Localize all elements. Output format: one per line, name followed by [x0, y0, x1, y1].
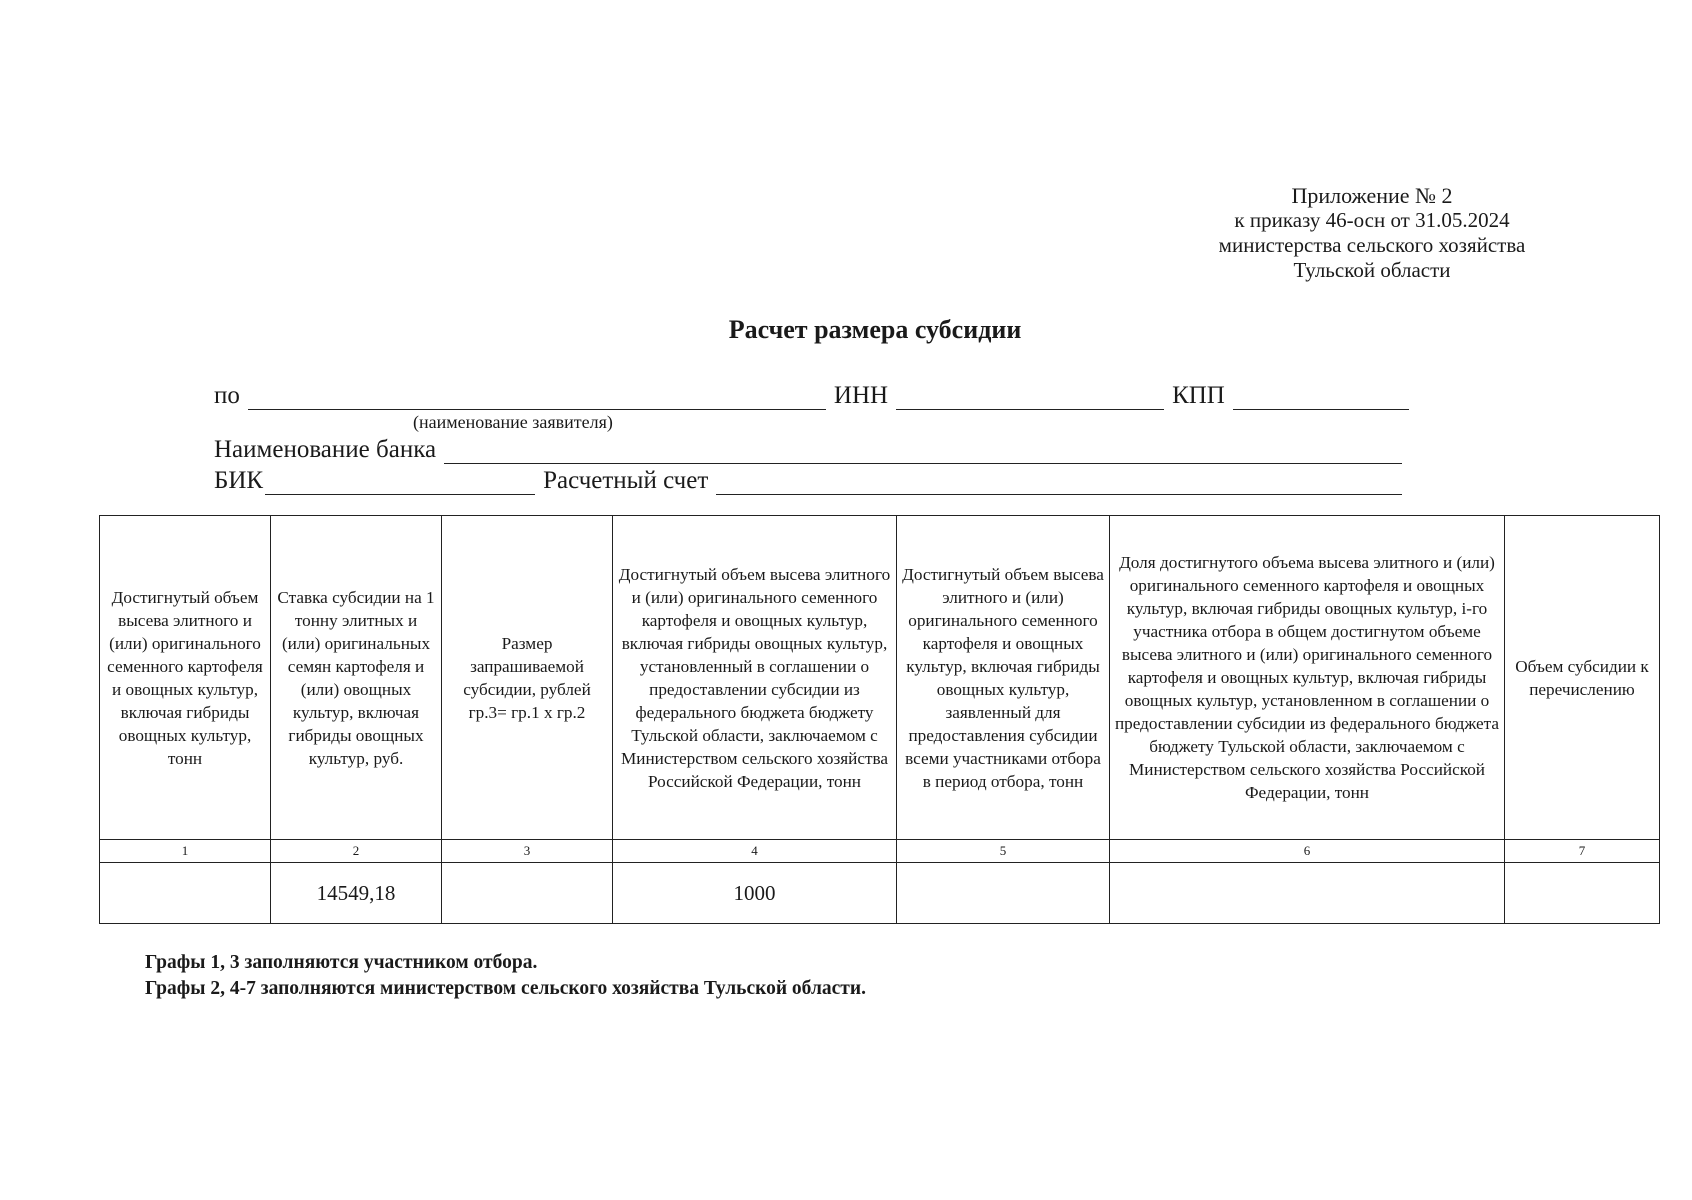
- notes-block: [145, 950, 866, 1002]
- po-label: по: [214, 382, 240, 409]
- inn-field[interactable]: [896, 387, 1164, 410]
- inn-label: ИНН: [833, 382, 889, 409]
- note-line-1: Графы 1, 3 заполняются участником отбора.: [145, 952, 538, 973]
- bik-field[interactable]: [265, 472, 535, 495]
- header-cell: Достигнутый объем высева элитного и (или) оригинального семенного картофеля и овощных культур, включая гибриды овощных культур, заявленный для предоставления субсидии всеми участниками отбора в период отбора, тонн: [897, 516, 1110, 840]
- appendix-line-4: Тульской области: [1293, 258, 1451, 282]
- column-number: 6: [1110, 840, 1505, 863]
- appendix-line-2: к приказу 46-осн от 31.05.2024: [1234, 208, 1510, 232]
- applicant-hint: (наименование заявителя): [413, 412, 613, 432]
- account-field[interactable]: [716, 472, 1402, 495]
- subsidy-table: [99, 515, 1660, 924]
- value-cell[interactable]: [897, 863, 1110, 924]
- value-cell[interactable]: [442, 863, 613, 924]
- header-cell: Достигнутый объем высева элитного и (или) оригинального семенного картофеля и овощных культур, включая гибриды овощных культур, установленный в соглашении о предоставлении субсидии из федерального бюджета бюджету Тульской области, заключаемом с Министерством сельского хозяйства Российской Федерации, тонн: [613, 516, 897, 840]
- table-header-row: [100, 516, 1660, 840]
- bank-name-field[interactable]: [444, 441, 1402, 464]
- bank-label: Наименование банка: [214, 436, 437, 463]
- value-cell[interactable]: [1110, 863, 1505, 924]
- kpp-field[interactable]: [1233, 387, 1409, 410]
- column-number: 5: [897, 840, 1110, 863]
- column-number: 2: [271, 840, 442, 863]
- value-cell[interactable]: [100, 863, 271, 924]
- bank-row: [214, 436, 1402, 464]
- note-line-2: Графы 2, 4-7 заполняются министерством сельского хозяйства Тульской области.: [145, 978, 866, 999]
- applicant-row: [214, 382, 1409, 410]
- account-label: Расчетный счет: [543, 467, 709, 494]
- column-number: 1: [100, 840, 271, 863]
- bik-label: БИК: [214, 467, 264, 494]
- applicant-name-field[interactable]: [248, 387, 826, 410]
- kpp-label: КПП: [1172, 382, 1225, 409]
- column-number: 7: [1505, 840, 1660, 863]
- column-number-row: [100, 840, 1660, 863]
- header-cell: Размер запрашиваемой субсидии, рублей гр.3= гр.1 х гр.2: [442, 516, 613, 840]
- header-cell: Достигнутый объем высева элитного и (или) оригинального семенного картофеля и овощных культур, включая гибриды овощных культур, тонн: [100, 516, 271, 840]
- appendix-line-1: Приложение № 2: [1291, 183, 1453, 208]
- header-cell: Доля достигнутого объема высева элитного и (или) оригинального семенного картофеля и овощных культур, включая гибриды овощных культур, i-го участника отбора в общем достигнутом объеме высева элитного и (или) оригинального семенного картофеля и овощных культур, включая гибриды овощных культур, установленном в соглашении о предоставлении субсидии из федерального бюджета бюджету Тульской области, заключаемом с Министерством сельского хозяйства Российской Федерации, тонн: [1110, 516, 1505, 840]
- value-cell[interactable]: 1000: [613, 863, 897, 924]
- appendix-block: [1162, 183, 1582, 283]
- column-number: 4: [613, 840, 897, 863]
- document-title: Расчет размера субсидии: [728, 315, 1022, 344]
- header-cell: Объем субсидии к перечислению: [1505, 516, 1660, 840]
- appendix-line-3: министерства сельского хозяйства: [1218, 233, 1526, 257]
- column-number: 3: [442, 840, 613, 863]
- table-value-row: [100, 863, 1660, 924]
- bik-row: [214, 467, 1402, 495]
- header-cell: Ставка субсидии на 1 тонну элитных и (или) оригинальных семян картофеля и (или) овощных культур, включая гибриды овощных культур, руб.: [271, 516, 442, 840]
- value-cell[interactable]: [1505, 863, 1660, 924]
- value-cell[interactable]: 14549,18: [271, 863, 442, 924]
